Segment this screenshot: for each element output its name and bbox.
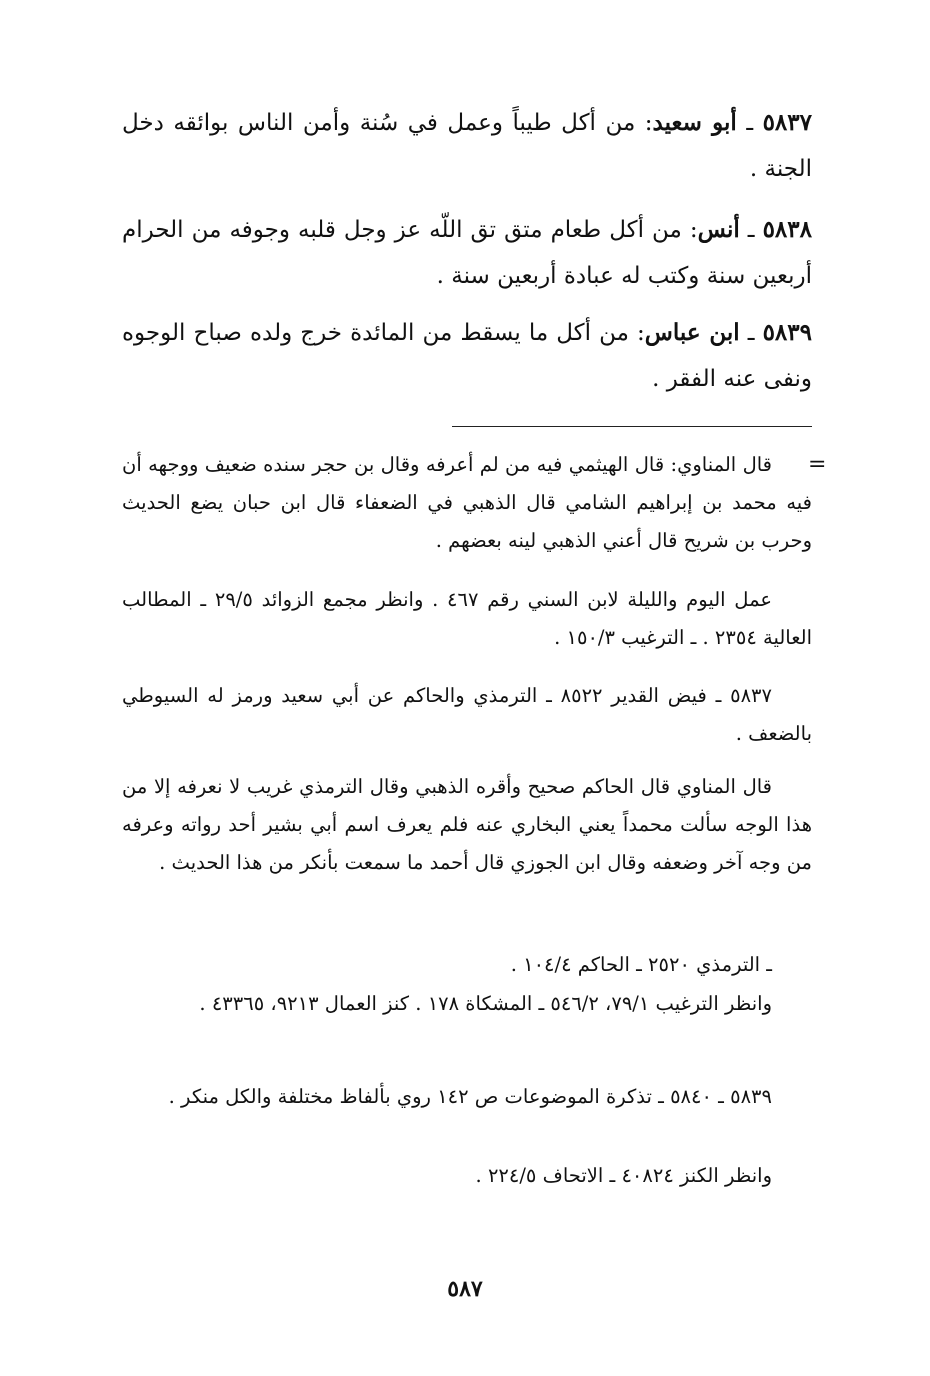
entry-narrator: أنس <box>697 216 740 243</box>
footnote-paragraph: عمل اليوم والليلة لابن السني رقم ٤٦٧ . وانظر مجمع الزوائد ٢٩/٥ ـ المطالب العالية ٢٣٥٤ . ـ الترغيب ١٥٠/٣ . <box>122 588 812 649</box>
footnote-paragraph: ٥٨٣٧ ـ فيض القدير ٨٥٢٢ ـ الترمذي والحاكم عن أبي سعيد ورمز له السيوطي بالضعف . <box>122 684 812 745</box>
page-number: ٥٨٧ <box>447 1276 483 1302</box>
footnote-paragraph: ـ الترمذي ٢٥٢٠ ـ الحاكم ١٠٤/٤ . <box>510 953 772 976</box>
footnote-paragraph: وانظر الترغيب ٧٩/١، ٥٤٦/٢ ـ المشكاة ١٧٨ . كنز العمال ٩٢١٣، ٤٣٣٦٥ . <box>199 992 772 1015</box>
footnote-divider <box>452 426 812 427</box>
footnote-paragraph: قال المناوي: قال الهيثمي فيه من لم أعرفه وقال بن حجر سنده ضعيف ووجهه أن فيه محمد بن إبراهيم الشامي قال الذهبي في الضعفاء قال ابن حبان يضع الحديث وحرب بن شريح قال أعني الذهبي لينه بعضهم . <box>122 453 812 552</box>
hadith-entry-5839 <box>122 310 812 402</box>
entry-dash: ـ <box>739 217 755 243</box>
entry-colon: : <box>628 320 645 346</box>
entry-text: من أكل طعام متق تق اللّه عز وجل قلبه وجوفه من الحرام أربعين سنة وكتب له عبادة أربعين سنة . <box>122 217 812 289</box>
entry-colon: : <box>635 110 653 136</box>
footnote-paragraph: قال المناوي قال الحاكم صحيح وأقره الذهبي وقال الترمذي غريب لا نعرفه إلا من هذا الوجه سألت محمداً يعني البخاري عنه فلم يعرف اسم أبي بشير أحد رواته وعرفه من وجه آخر وضعفه وقال ابن الجوزي قال أحمد ما سمعت بأنكر من هذا الحديث . <box>122 775 812 874</box>
entry-dash: ـ <box>736 110 754 136</box>
continuation-mark: = <box>808 452 827 477</box>
entry-colon: : <box>681 217 698 243</box>
entry-number: ٥٨٣٨ <box>762 216 812 243</box>
entry-narrator: أبو سعيد <box>652 109 737 136</box>
entry-number: ٥٨٣٩ <box>762 319 812 346</box>
entry-text: من أكل طيباً وعمل في سُنة وأمن الناس بوائقه دخل الجنة . <box>122 110 812 182</box>
entry-dash: ـ <box>739 320 755 346</box>
entry-text: من أكل ما يسقط من المائدة خرج ولده صباح الوجوه ونفى عنه الفقر . <box>122 320 812 392</box>
hadith-entry-5837 <box>122 100 812 192</box>
hadith-entry-5838 <box>122 207 812 299</box>
entry-narrator: ابن عباس <box>644 319 740 346</box>
footnote-paragraph: ٥٨٣٩ ـ ٥٨٤٠ ـ تذكرة الموضوعات ص ١٤٢ روي بألفاظ مختلفة والكل منكر . <box>168 1085 772 1108</box>
entry-number: ٥٨٣٧ <box>762 109 812 136</box>
footnote-paragraph: وانظر الكنز ٤٠٨٢٤ ـ الاتحاف ٢٢٤/٥ . <box>475 1164 772 1187</box>
